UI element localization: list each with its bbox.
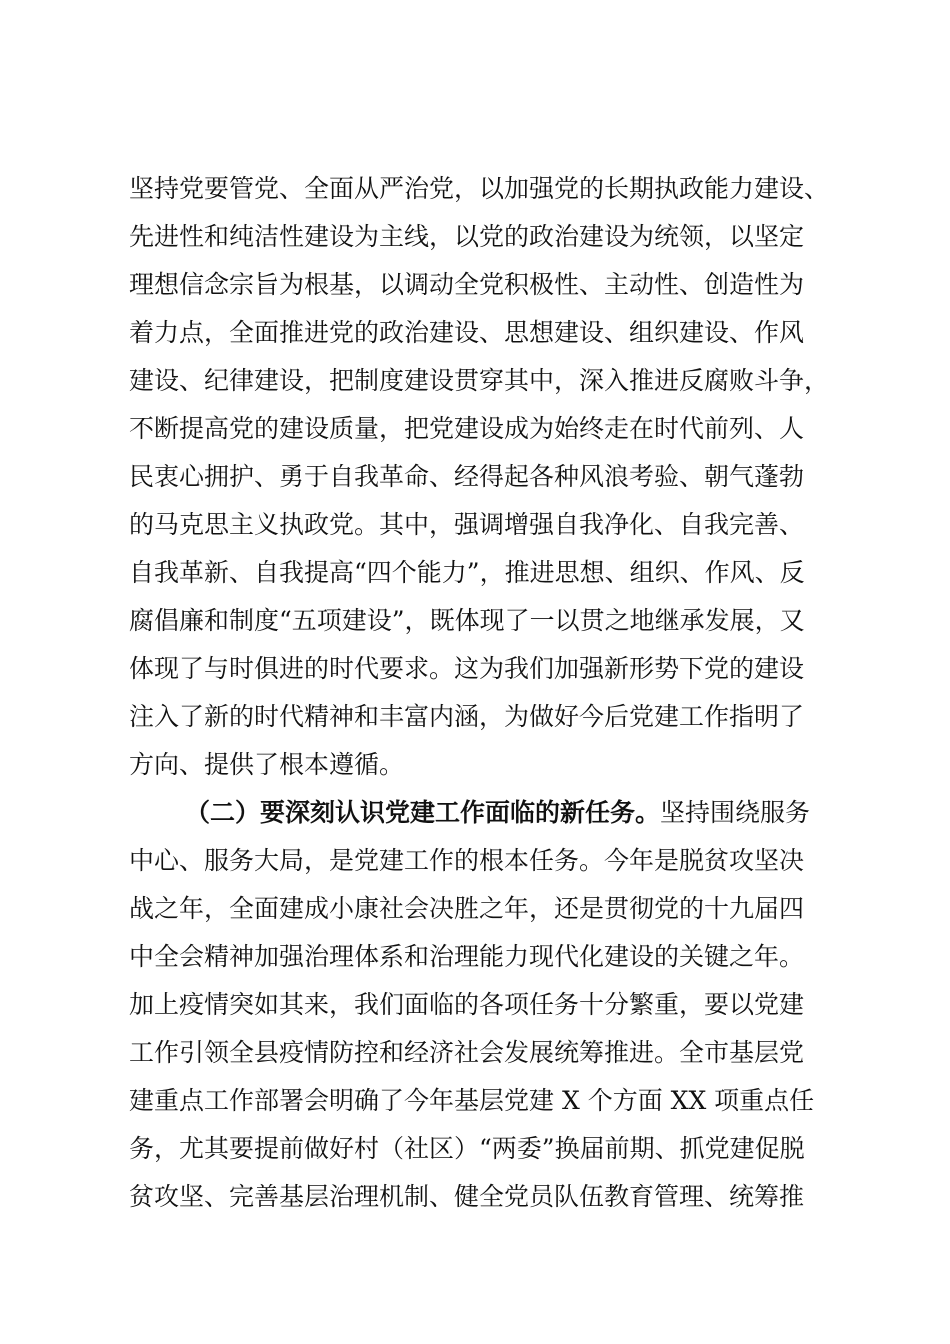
text-line: 民衷心拥护、勇于自我革命、经得起各种风浪考验、朝气蓬勃 xyxy=(129,462,805,491)
document-body xyxy=(129,165,869,1221)
text-line: 加上疫情突如其来，我们面临的各项任务十分繁重，要以党建 xyxy=(129,990,805,1019)
text-line: 务，尤其要提前做好村（社区）“两委”换届前期、抓党建促脱 xyxy=(129,1134,805,1163)
text-line: 不断提高党的建设质量，把党建设成为始终走在时代前列、人 xyxy=(129,414,805,443)
text-line: 贫攻坚、完善基层治理机制、健全党员队伍教育管理、统筹推 xyxy=(129,1182,805,1211)
text-line-continuation: 坚持围绕服务 xyxy=(660,798,811,827)
text-line: 中全会精神加强治理体系和治理能力现代化建设的关键之年。 xyxy=(129,942,805,971)
text-line: 先进性和纯洁性建设为主线，以党的政治建设为统领，以坚定 xyxy=(129,222,805,251)
text-line: 腐倡廉和制度“五项建设”，既体现了一以贯之地继承发展，又 xyxy=(129,606,805,635)
text-line: 工作引领全县疫情防控和经济社会发展统筹推进。全市基层党 xyxy=(129,1038,805,1067)
text-line: 战之年，全面建成小康社会决胜之年，还是贯彻党的十九届四 xyxy=(129,894,805,923)
text-line: 着力点，全面推进党的政治建设、思想建设、组织建设、作风 xyxy=(129,318,805,347)
text-line: 建重点工作部署会明确了今年基层党建 X 个方面 XX 项重点任 xyxy=(129,1086,815,1115)
text-line: 坚持党要管党、全面从严治党，以加强党的长期执政能力建设、 xyxy=(129,174,830,203)
text-line: 自我革新、自我提高“四个能力”，推进思想、组织、作风、反 xyxy=(129,558,805,587)
text-line: 的马克思主义执政党。其中，强调增强自我净化、自我完善、 xyxy=(129,510,805,539)
text-line: 建设、纪律建设，把制度建设贯穿其中，深入推进反腐败斗争， xyxy=(129,366,830,395)
text-line: 中心、服务大局，是党建工作的根本任务。今年是脱贫攻坚决 xyxy=(129,846,805,875)
text-line: 注入了新的时代精神和丰富内涵，为做好今后党建工作指明了 xyxy=(129,702,805,731)
section-heading-line xyxy=(129,789,869,837)
text-line: 理想信念宗旨为根基，以调动全党积极性、主动性、创造性为 xyxy=(129,270,805,299)
section-heading: （二）要深刻认识党建工作面临的新任务。 xyxy=(185,798,661,827)
text-line: 体现了与时俱进的时代要求。这为我们加强新形势下党的建设 xyxy=(129,654,805,683)
text-line: 方向、提供了根本遵循。 xyxy=(129,750,405,779)
